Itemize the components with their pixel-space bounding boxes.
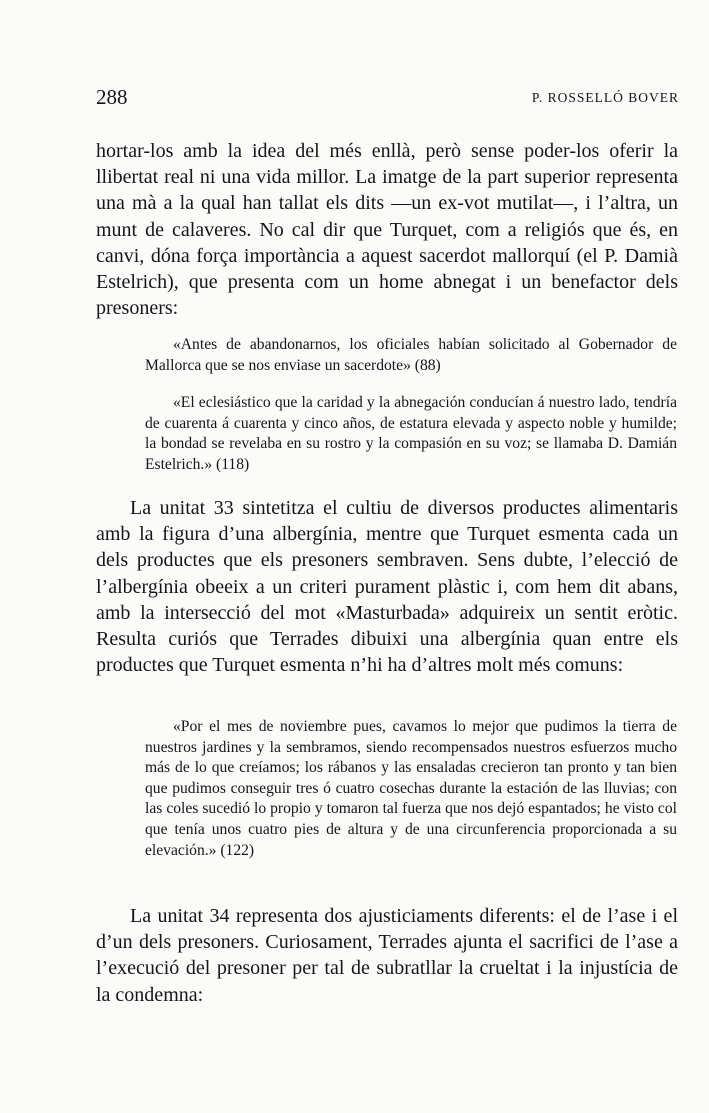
block-quote-1: «Antes de abandonarnos, los oficiales habían solicitado al Gobernador de Mallorca que se nos enviase un sacerdote» (88) xyxy=(145,336,677,374)
block-quote-3: «Por el mes de noviembre pues, cavamos lo mejor que pudimos la tierra de nuestros jardines y la sembramos, siendo recompensados nuestros esfuerzos mucho más de lo que creíamos; los rábanos y las ensaladas crecieron tan pronto y tan bien que pudimos conseguir tres ó cuatro cosechas durante la estación de las lluvias; con las coles sucedió lo propio y tomaron tal fuerza que nos dejó espantados; he visto col que tenía unos cuatro pies de altura y de una circunferencia proporcionada a su elevación.» (122) xyxy=(145,718,677,859)
page-header xyxy=(96,85,679,115)
block-quote-2: «El eclesiástico que la caridad y la abnegación conducían á nuestro lado, tendría de cuarenta á cuarenta y cinco años, de estatura elevada y aspecto noble y humilde; la bondad se revelaba en su rostro y la compasión en su voz; se llamaba D. Damián Estelrich.» (118) xyxy=(145,394,677,473)
body-paragraph-3: La unitat 34 representa dos ajusticiaments diferents: el de l’ase i el d’un dels presoners. Curiosament, Terrades ajunta el sacrifici de l’ase a l’execució del presoner per tal de subratllar la crueltat i la injustícia de la condemna: xyxy=(96,905,678,1006)
running-head-author: P. ROSSELLÓ BOVER xyxy=(531,90,679,105)
body-paragraph-1: hortar-los amb la idea del més enllà, però sense poder-los oferir la llibertat real ni una vida millor. La imatge de la part superior representa una mà a la qual han tallat els dits —un ex-vot mutilat—, i l’altra, un munt de calaveres. No cal dir que Turquet, com a religiós que és, en canvi, dóna força importància a aquest sacerdot mallorquí (el P. Damià Estelrich), que presenta com un home abnegat i un benefactor dels presoners: xyxy=(96,140,678,320)
page-number: 288 xyxy=(96,85,128,109)
body-paragraph-2: La unitat 33 sintetitza el cultiu de diversos productes alimentaris amb la figura d’una albergínia, mentre que Turquet esmenta cada un dels productes que els presoners sembraven. Sens dubte, l’elecció de l’albergínia obeeix a un criteri purament plàstic i, com hem dit abans, amb la intersecció del mot «Masturbada» adquireix un sentit eròtic. Resulta curiós que Terrades dibuixi una albergínia quan entre els productes que Turquet esmenta n’hi ha d’altres molt més comuns: xyxy=(96,497,678,677)
